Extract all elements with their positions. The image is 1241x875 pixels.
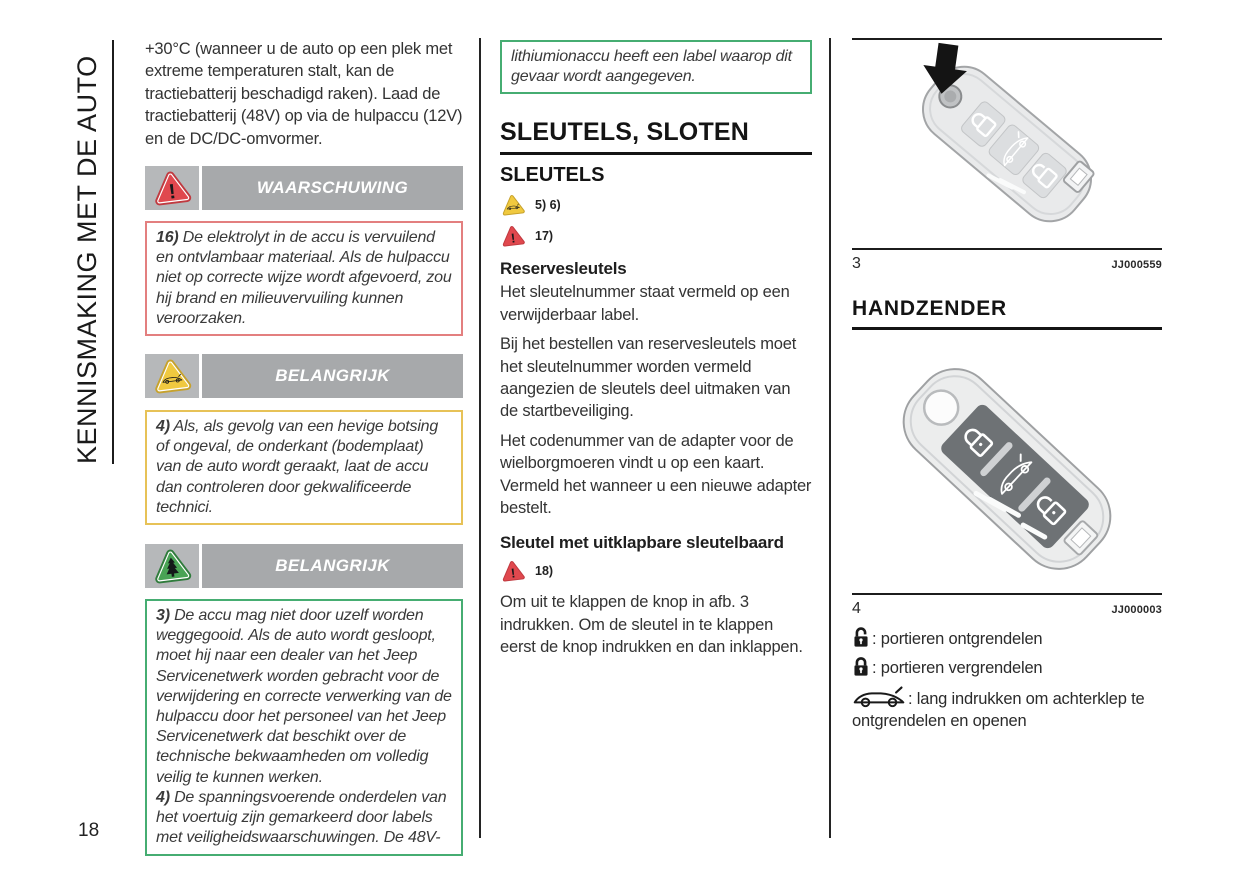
continued-note-box <box>500 40 812 94</box>
eco-text-2: De spanningsvoerende onderdelen van het voertuig zijn gemarkeerd door labels met veiligheidswaarschuwingen. De 48V- <box>156 788 447 847</box>
legend-item <box>852 685 1162 732</box>
reserve-keys-heading: Reservesleutels <box>500 259 627 279</box>
figure-code: JJ000003 <box>1111 604 1162 617</box>
important-text: Als, als gevolg van een hevige botsing of ongeval, de onderkant (bodemplaat) van de auto wordt geraakt, laat de accu dan controleren door gekwalificeerde technici. <box>156 418 439 516</box>
legend-text: : portieren ontgrendelen <box>872 630 1043 649</box>
warning-triangle-icon <box>500 559 526 583</box>
warning-triangle-icon <box>500 224 526 248</box>
note-ref: 16) <box>156 229 179 247</box>
unlock-icon <box>852 627 870 649</box>
paragraph: Het sleutelnummer staat vermeld op een verwijderbaar label. <box>500 283 790 324</box>
important-car-triangle-icon <box>152 357 192 395</box>
ref-row <box>500 558 812 584</box>
ref-row <box>500 223 812 249</box>
middle-column <box>500 38 812 659</box>
important-car-triangle-icon <box>500 193 526 217</box>
sidebar-rule <box>112 40 114 464</box>
figure-4-remote <box>852 347 1162 595</box>
remote-key-illustration <box>857 347 1157 591</box>
lock-icon <box>852 656 870 678</box>
eco-header-label: BELANGRIJK <box>202 544 463 588</box>
paragraph: Om uit te klappen de knop in afb. 3 indrukken. Om de sleutel in te klappen eerst de knop indrukken en dan inklappen. <box>500 593 803 657</box>
ref-numbers: 5) 6) <box>535 198 561 213</box>
legend-text: : lang indrukken om achterklep te ontgrendelen en openen <box>852 690 1145 731</box>
ref-row <box>500 192 812 218</box>
figure-number: 4 <box>852 600 861 618</box>
car-tailgate-icon <box>852 685 906 709</box>
important-header-label: BELANGRIJK <box>202 354 463 398</box>
eco-header-bar <box>145 544 463 588</box>
chapter-title-vertical: KENNISMAKING MET DE AUTO <box>72 55 102 464</box>
note-ref: 4) <box>156 788 170 806</box>
eco-box <box>145 599 463 855</box>
warning-header-label: WAARSCHUWING <box>202 166 463 210</box>
warning-header-bar <box>145 166 463 210</box>
column-divider <box>829 38 831 838</box>
ref-numbers: 17) <box>535 229 554 244</box>
figure-code: JJ000559 <box>1111 259 1162 271</box>
flip-key-heading: Sleutel met uitklapbare sleutelbaard <box>500 533 784 553</box>
paragraph: Bij het bestellen van reservesleutels moet het sleutelnummer worden vermeld aangezien de sleutels deel uitmaken van de startbeveiliging. <box>500 335 797 421</box>
eco-tree-triangle-icon <box>152 547 192 585</box>
left-column <box>145 38 463 856</box>
legend-item <box>852 656 1162 679</box>
svg-text:!: ! <box>510 565 517 582</box>
svg-text:!: ! <box>510 230 517 247</box>
svg-text:!: ! <box>167 180 178 204</box>
page-number: 18 <box>78 820 100 841</box>
section-title: SLEUTELS, SLOTEN <box>500 118 812 155</box>
legend-text: : portieren vergrendelen <box>872 659 1043 678</box>
subsection-title: SLEUTELS <box>500 164 605 187</box>
intro-paragraph: +30°C (wanneer u de auto op een plek met extreme temperaturen stalt, kan de tractiebatterij beschadigd raken). Laad de tractiebatterij (48V) op via de hulpaccu (12V) en de DC/DC-omvormer. <box>145 40 463 148</box>
warning-text: De elektrolyt in de accu is vervuilend en ontvlambaar materiaal. Als de hulpaccu niet op correcte wijze wordt afgevoerd, zou hij brand en milieuvervuiling kunnen veroorzaken. <box>156 229 452 327</box>
note-ref: 3) <box>156 607 170 625</box>
right-column <box>852 38 1162 732</box>
eco-text-1: De accu mag niet door uzelf worden weggegooid. Als de auto wordt gesloopt, moet hij naar een dealer van het Jeep Servicenetwerk worden gebracht voor de verwijdering en correcte verwerking van de hulpaccu door het personeel van het Jeep Servicenetwerk dat beschikt over de technische bekwaamheden om volledig veilig te kunnen werken. <box>156 607 452 786</box>
note-ref: 4) <box>156 418 170 436</box>
paragraph: Het codenummer van de adapter voor de wielborgmoeren vindt u op een kaart. Vermeld het wanneer u een nieuwe adapter bestelt. <box>500 431 812 518</box>
important-box <box>145 410 463 525</box>
remote-legend <box>852 627 1162 732</box>
figure-number: 3 <box>852 255 861 272</box>
figure-3-flip-key <box>852 38 1162 250</box>
warning-triangle-icon <box>152 169 192 207</box>
column-divider <box>479 38 481 838</box>
handzender-heading: HANDZENDER <box>852 297 1162 330</box>
flip-key-illustration <box>857 42 1157 246</box>
ref-numbers: 18) <box>535 564 554 579</box>
legend-item <box>852 627 1162 650</box>
continued-note-text: lithiumionaccu heeft een label waarop dit gevaar wordt aangegeven. <box>511 48 792 86</box>
warning-box <box>145 221 463 336</box>
important-header-bar <box>145 354 463 398</box>
